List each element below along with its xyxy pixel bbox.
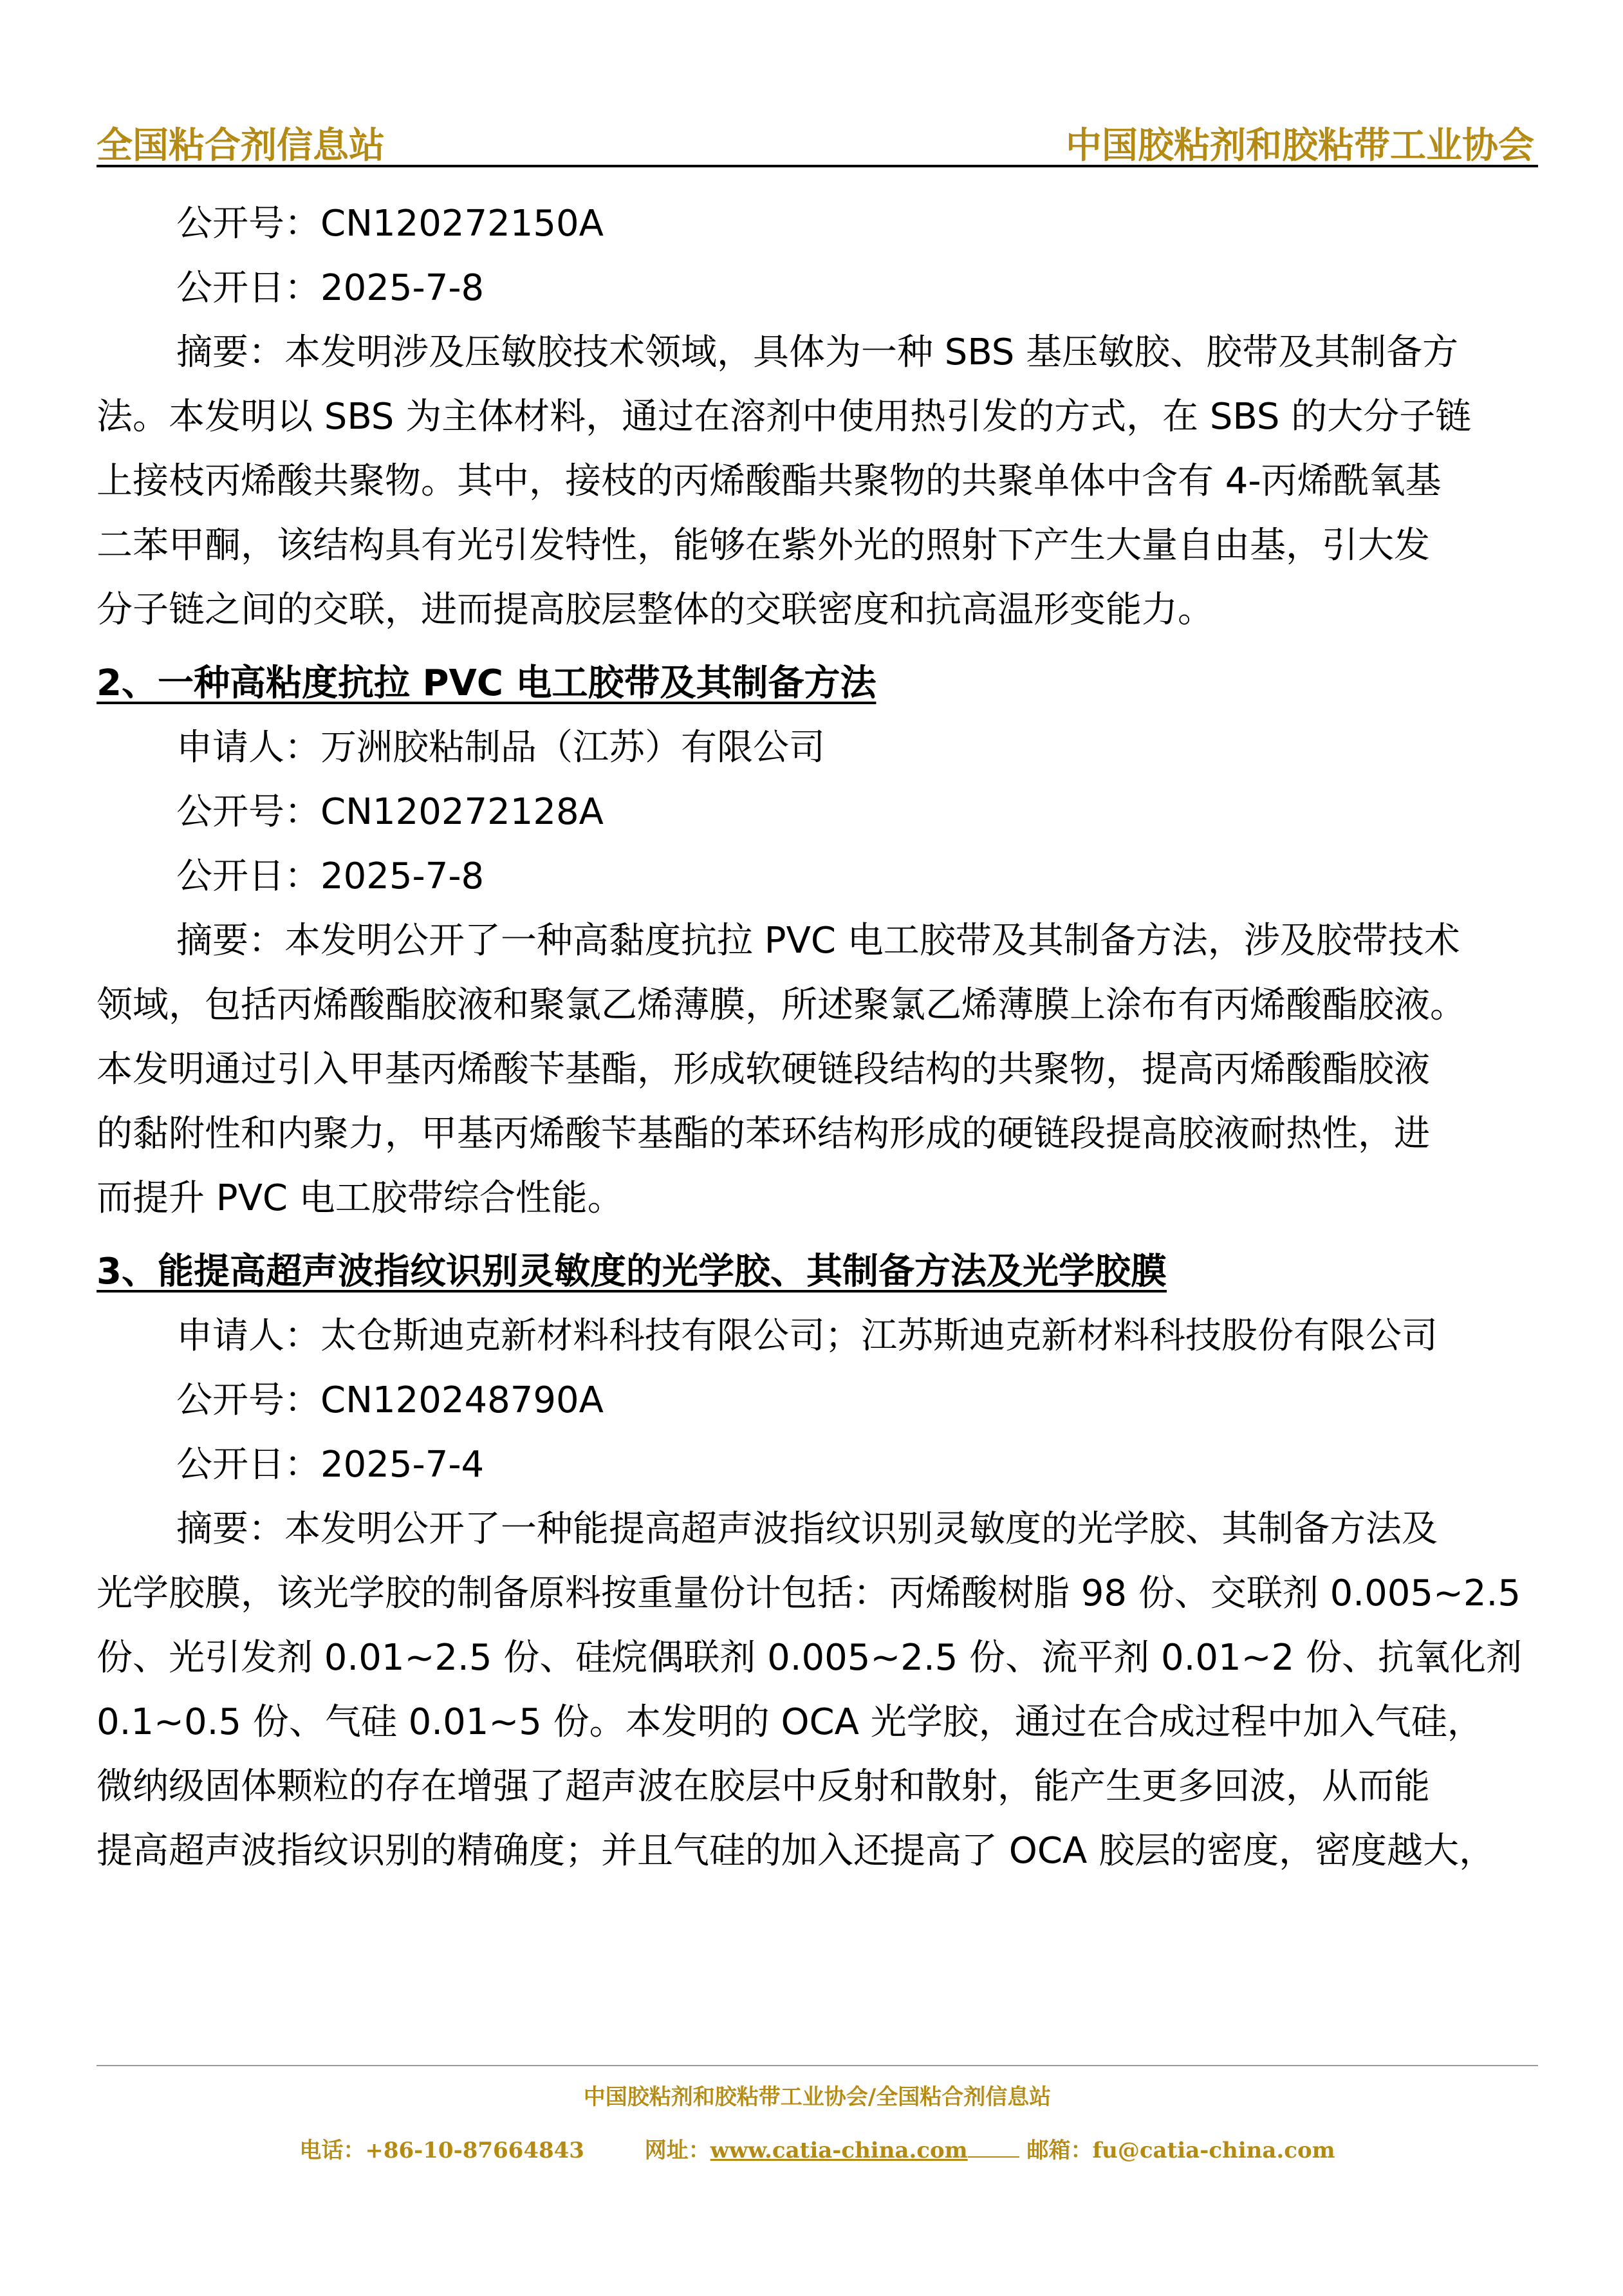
page-header [97, 111, 1538, 167]
item1-pub-no: 公开号：CN120272150A [176, 203, 604, 245]
footer-email: 邮箱：fu@catia-china.com [1026, 2138, 1335, 2163]
item3-abstract-line: 光学胶膜，该光学胶的制备原料按重量份计包括：丙烯酸树脂 98 份、交联剂 0.005~2.5 [97, 1573, 1521, 1614]
item1-abstract-line: 法。本发明以 SBS 为主体材料，通过在溶剂中使用热引发的方式，在 SBS 的大分子链 [97, 396, 1472, 438]
footer-underline-gap [968, 2138, 1019, 2158]
footer-organization: 中国胶粘剂和胶粘带工业协会/全国粘合剂信息站 [583, 2084, 1052, 2110]
header-left-title: 全国粘合剂信息站 [97, 124, 385, 167]
item1-pub-date: 公开日：2025-7-8 [176, 267, 485, 309]
item3-title: 3、能提高超声波指纹识别灵敏度的光学胶、其制备方法及光学胶膜 [97, 1251, 1167, 1293]
item3-applicant: 申请人：太仓斯迪克新材料科技有限公司；江苏斯迪克新材料科技股份有限公司 [176, 1315, 1438, 1357]
item2-title: 2、一种高粘度抗拉 PVC 电工胶带及其制备方法 [97, 662, 876, 704]
item3-abstract-line: 提高超声波指纹识别的精确度；并且气硅的加入还提高了 OCA 胶层的密度，密度越大， [97, 1830, 1496, 1872]
item1-abstract-line: 摘要：本发明涉及压敏胶技术领域，具体为一种 SBS 基压敏胶、胶带及其制备方 [176, 331, 1459, 373]
item2-abstract-line: 摘要：本发明公开了一种高黏度抗拉 PVC 电工胶带及其制备方法，涉及胶带技术 [176, 920, 1460, 962]
document-body [97, 192, 1538, 1883]
item3-abstract-line: 摘要：本发明公开了一种能提高超声波指纹识别灵敏度的光学胶、其制备方法及 [176, 1508, 1438, 1550]
item2-abstract-line: 本发明通过引入甲基丙烯酸苄基酯，形成软硬链段结构的共聚物，提高丙烯酸酯胶液 [97, 1049, 1430, 1090]
header-right-title: 中国胶粘剂和胶粘带工业协会 [1066, 124, 1534, 167]
item1-abstract-line: 上接枝丙烯酸共聚物。其中，接枝的丙烯酸酯共聚物的共聚单体中含有 4-丙烯酰氧基 [97, 460, 1442, 502]
footer-website-link[interactable]: www.catia-china.com [710, 2138, 968, 2163]
page-footer [97, 2065, 1538, 2164]
item3-abstract-line: 微纳级固体颗粒的存在增强了超声波在胶层中反射和散射，能产生更多回波，从而能 [97, 1766, 1430, 1807]
item3-pub-date: 公开日：2025-7-4 [176, 1444, 485, 1486]
item1-abstract-line: 分子链之间的交联，进而提高胶层整体的交联密度和抗高温形变能力。 [97, 589, 1214, 631]
item2-abstract-line: 领域，包括丙烯酸酯胶液和聚氯乙烯薄膜，所述聚氯乙烯薄膜上涂布有丙烯酸酯胶液。 [97, 984, 1466, 1026]
footer-website-label: 网址： [644, 2138, 710, 2163]
footer-phone: 电话：+86-10-87664843 [299, 2138, 584, 2163]
item3-abstract-line: 0.1~0.5 份、气硅 0.01~5 份。本发明的 OCA 光学胶，通过在合成过程中加入气硅， [97, 1701, 1483, 1743]
item2-pub-no: 公开号：CN120272128A [176, 791, 604, 833]
item1-abstract [97, 321, 1538, 642]
item3-pub-no: 公开号：CN120248790A [176, 1379, 604, 1421]
item2-applicant: 申请人：万洲胶粘制品（江苏）有限公司 [176, 727, 825, 769]
item2-pub-date: 公开日：2025-7-8 [176, 855, 485, 897]
item3-abstract [97, 1497, 1538, 1883]
item2-abstract [97, 909, 1538, 1231]
item1-abstract-line: 二苯甲酮，该结构具有光引发特性，能够在紫外光的照射下产生大量自由基，引大发 [97, 525, 1430, 566]
item3-abstract-line: 份、光引发剂 0.01~2.5 份、硅烷偶联剂 0.005~2.5 份、流平剂 0.01~2 份、抗氧化剂 [97, 1637, 1523, 1679]
footer-contact [97, 2133, 1538, 2164]
item2-abstract-line: 而提升 PVC 电工胶带综合性能。 [97, 1177, 624, 1219]
item2-abstract-line: 的黏附性和内聚力，甲基丙烯酸苄基酯的苯环结构形成的硬链段提高胶液耐热性，进 [97, 1113, 1430, 1155]
